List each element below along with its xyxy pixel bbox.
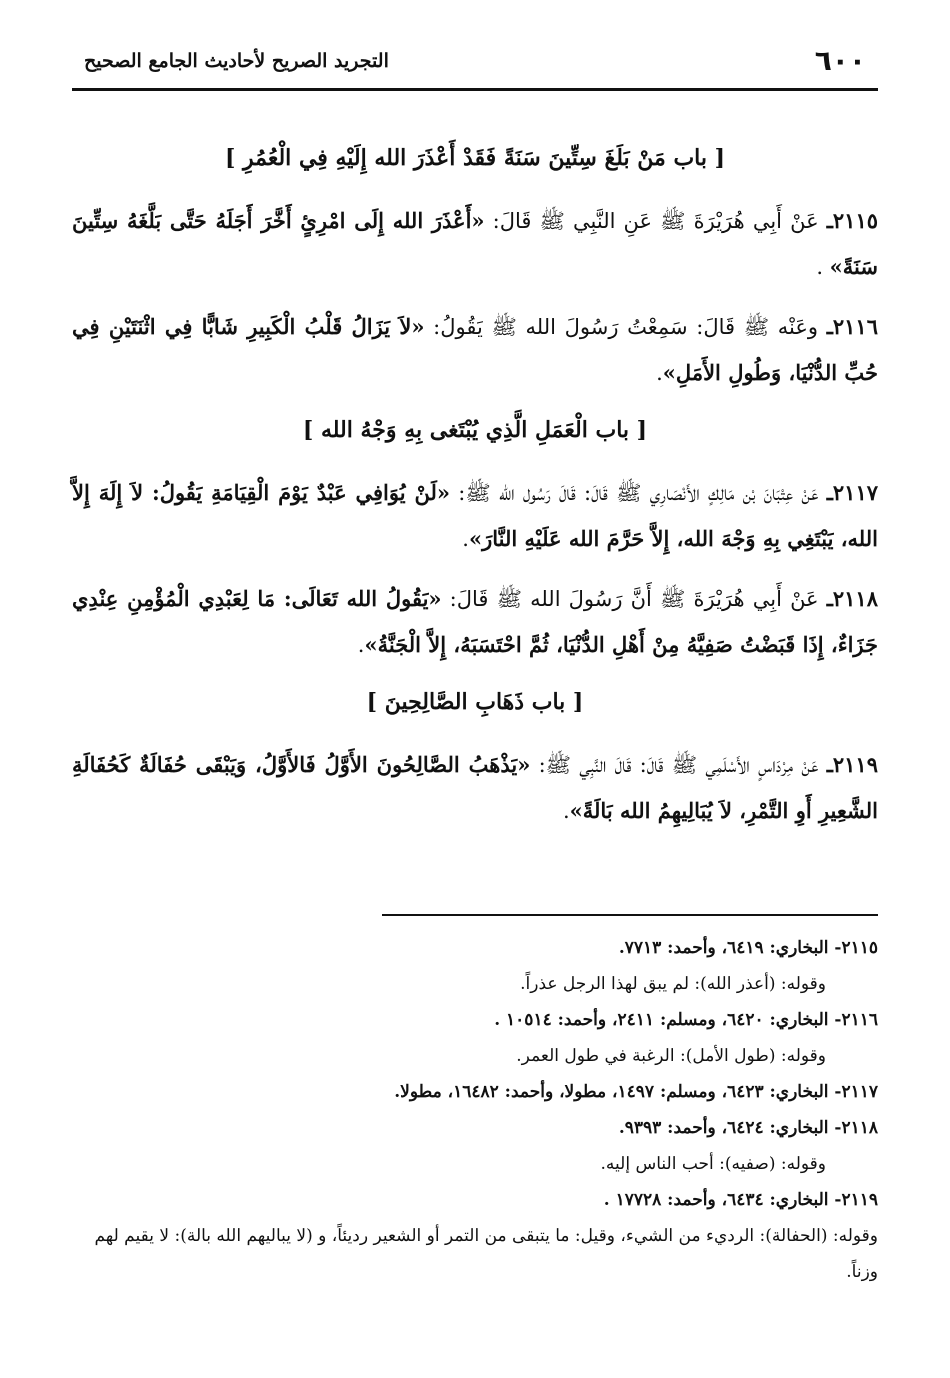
footnote-gloss: وقوله: (طول الأمل): الرغبة في طول العمر. (516, 1046, 826, 1066)
hadith-2117 (72, 470, 878, 562)
hadith-intro: عَنْ مِرْدَاسٍ الأَسْلَمِي ﷺ قَالَ: قَالَ النَّبِي ﷺ: (530, 753, 827, 777)
footnote-gloss: وقوله: (أعذر الله): لم يبق لهذا الرجل عذراً. (520, 974, 826, 994)
hadith-end: . (462, 527, 469, 551)
hadith-intro: عَنْ أَبِي هُرَيْرَةَ ﷺ عَنِ النَّبِي ﷺ قَالَ: (484, 209, 827, 233)
footnote-source: ٢١١٨- البخاري: ٦٤٢٤، وأحمد: ٩٣٩٣. (618, 1118, 878, 1138)
hadith-intro: عَنْ عِتْبَانَ بْن مَالِكٍ الأَنْصَارِي ﷺ قَالَ: قَالَ رَسُول الله ﷺ: (450, 481, 827, 505)
hadith-end: . (562, 799, 570, 823)
footnotes (72, 930, 878, 1290)
chapter-heading: [ باب مَنْ بَلَغَ سِتِّينَ سَنَةً فَقَدْ أَعْذَرَ الله إِلَيْهِ فِي الْعُمُرِ ] (224, 145, 726, 171)
chapter-heading: [ باب ذَهَابِ الصَّالِحِينَ ] (366, 689, 584, 715)
hadith-end: . (656, 361, 663, 385)
hadith-quote: «لَنْ يُوَافِي عَبْدٌ يَوْمَ الْقِيَامَةِ يَقُولُ: لاَ إِلَهَ إِلاَّ الله، يَبْتَغِي بِهِ وَجْهَ الله، إِلاَّ حَرَّمَ الله عَلَيْهِ النَّارَ» (72, 480, 878, 551)
hadith-2116 (72, 304, 878, 396)
running-title: التجريد الصريح لأحاديث الجامع الصحيح (84, 50, 389, 72)
footnote-gloss: وقوله: (الحفالة): الرديء من الشيء، وقيل: ما يتبقى من التمر أو الشعير رديئاً، و (لا يباليهم الله بالة): لا يقيم لهم وزناً. (94, 1226, 878, 1282)
footnote-separator (382, 914, 878, 916)
hadith-intro: وعَنْه ﷺ قَالَ: سَمِعْتُ رَسُولَ الله ﷺ يَقُولُ: (424, 315, 827, 339)
hadith-quote: «أَعْذَرَ الله إِلَى امْرِئٍ أَخَّرَ أَجَلَهُ حَتَّى بَلَّغَهُ سِتِّينَ سَنَةً» (72, 208, 878, 279)
hadith-number: ٢١١٦ـ (826, 314, 878, 339)
hadith-number: ٢١١٨ـ (826, 586, 878, 611)
hadith-end: . (357, 633, 365, 657)
footnote-source: ٢١١٩- البخاري: ٦٤٣٤، وأحمد: ١٧٧٢٨ . (603, 1190, 878, 1210)
hadith-2115 (72, 198, 878, 290)
footnote-gloss: وقوله: (صفيه): أحب الناس إليه. (600, 1154, 826, 1174)
page-number: ٦٠٠ (814, 44, 866, 77)
footnote-source: ٢١١٥- البخاري: ٦٤١٩، وأحمد: ٧٧١٣. (618, 938, 878, 958)
hadith-quote: «لاَ يَزَالُ قَلْبُ الْكَبِيرِ شَابًّا فِي اثْنَتَيْنِ فِي حُبِّ الدُّنْيَا، وَطُولِ الأَمَلِ» (72, 314, 878, 385)
footnote-source: ٢١١٦- البخاري: ٦٤٢٠، ومسلم: ٢٤١١، وأحمد: ١٠٥١٤ . (494, 1010, 878, 1030)
hadith-number: ٢١١٩ـ (826, 752, 878, 777)
main-text (72, 138, 878, 848)
hadith-2119 (72, 742, 878, 834)
hadith-number: ٢١١٥ـ (826, 208, 879, 233)
chapter-heading: [ باب الْعَمَلِ الَّذِي يُبْتَغى بِهِ وَجْهُ الله ] (302, 417, 648, 443)
hadith-quote: «يَقُولُ الله تَعَالَى: مَا لِعَبْدِي الْمُؤْمِنِ عِنْدِي جَزَاءٌ، إِذَا قَبَضْتُ صَفِيَّهُ مِنْ أَهْلِ الدُّنْيَا، ثُمَّ احْتَسَبَهُ، إِلاَّ الْجَنَّةُ» (72, 586, 878, 657)
hadith-number: ٢١١٧ـ (826, 480, 879, 505)
hadith-intro: عَنْ أَبِي هُرَيْرَةَ ﷺ أَنَّ رَسُولَ الله ﷺ قَالَ: (441, 587, 827, 611)
page-header (72, 40, 878, 91)
hadith-end: . (816, 255, 830, 279)
hadith-quote: «يَذْهَبُ الصَّالِحُونَ الأَوَّلُ فَالأَوَّلُ، وَيَبْقَى حُفَالَةٌ كَحُفَالَةِ الشَّعِيرِ أَوِ التَّمْرِ، لاَ يُبَالِيهِمُ الله بَالَةً» (72, 752, 878, 823)
hadith-2118 (72, 576, 878, 668)
footnote-source: ٢١١٧- البخاري: ٦٤٢٣، ومسلم: ١٤٩٧، مطولا، وأحمد: ١٦٤٨٢، مطولا. (394, 1082, 878, 1102)
